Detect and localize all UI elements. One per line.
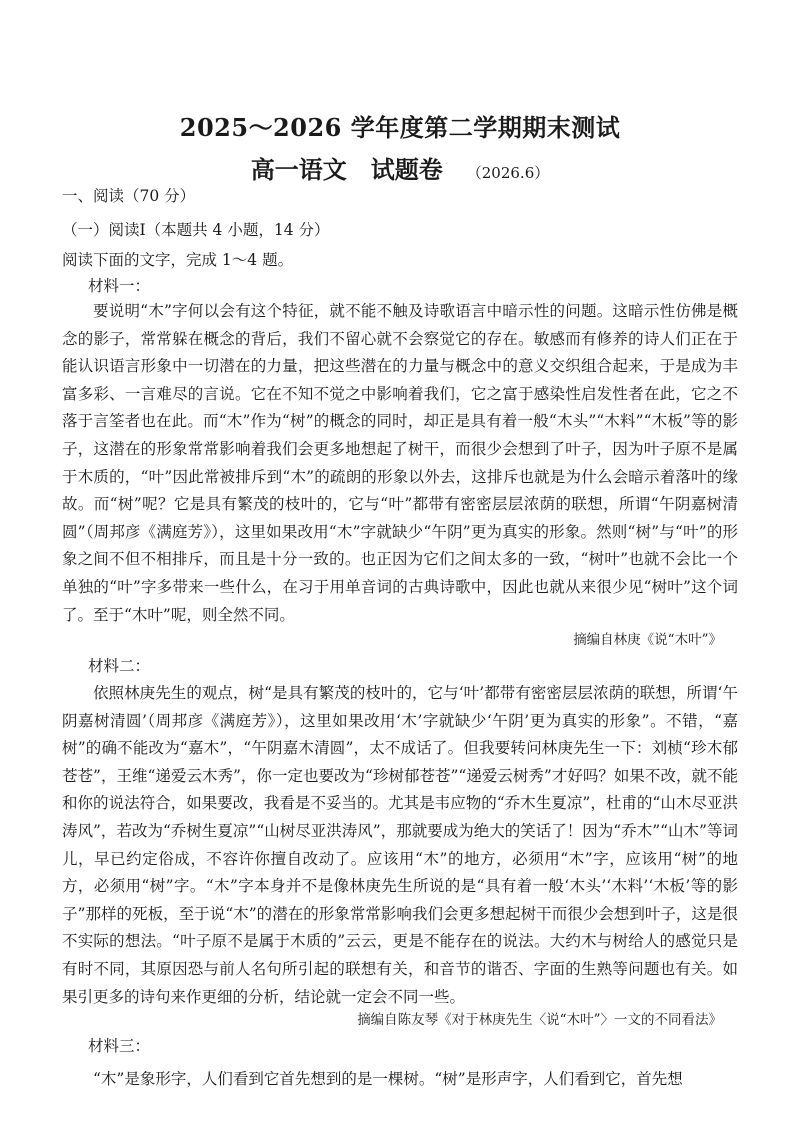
exam-date: （2026.6） — [466, 164, 550, 182]
material1-credit: 摘编自林庚《说“木叶”》 — [573, 632, 722, 648]
material2-credit: 摘编自陈友琴《对于林庚先生〈说“木叶”〉一文的不同看法》 — [357, 1012, 722, 1028]
exam-title: 2025～2026 学年度第二学期期末测试 — [179, 113, 621, 142]
material2-label: 材料二： — [88, 657, 151, 675]
sub-section-heading: （一）阅读Ⅰ（本题共 4 小题，14 分） — [62, 221, 330, 239]
material1-text: 要说明“木”字何以会有这个特征，就不能不触及诗歌语言中暗示性的问题。这暗示性仿佛是概念的影子，常常躲在概念的背后，我们不留心就不会察觉它的存在。敏感而有修养的诗人们正在于能认识语言形象中一切潜在的力量，把这些潜在的力量与概念中的意义交织组合起来，于是成为丰富多彩、一言难尽的言说。它在不知不觉之中影响着我们，它之富于感染性启发性者在此，它之不落于言筌者也在此。而“木”作为“树”的概念的同时，却正是具有着一般“木头”“木料”“木板”等的影子，这潜在的形象常常影响着我们会更多地想起了树干，而很少会想到了叶子，因为叶子原不是属于木质的，“叶”因此常被排斥到“木”的疏朗的形象以外去，这排斥也就是为什么会暗示着落叶的缘故。而“树”呢？它是具有繁茂的枝叶的，它与“叶”都带有密密层层浓荫的联想，所谓“午阴嘉树清圆”（周邦彦《满庭芳》），这里如果改用“木”字就缺少“午阴”更为真实的形象。然则“树”与“叶”的形象之间不但不相排斥，而且是十分一致的。也正因为它们之间太多的一致，“树叶”也就不会比一个单独的“叶”字多带来一些什么，在习于用单音词的古典诗歌中，因此也就从来很少见“树叶”这个词了。至于“木叶”呢，则全然不同。 — [62, 302, 738, 624]
material1-label: 材料一： — [88, 277, 151, 295]
exam-subtitle-text: 高一语文 试题卷 — [250, 155, 443, 184]
section-heading: 一、阅读（70 分） — [62, 187, 196, 205]
material2-text: 依照林庚先生的观点，树“是具有繁茂的枝叶的，它与‘叶’都带有密密层层浓荫的联想，所谓‘午阴嘉树清圆’（周邦彦《满庭芳》），这里如果改用‘木’字就缺少‘午阴’更为真实的形象”。不错，“嘉树”的确不能改为“嘉木”，“午阴嘉木清圆”，太不成话了。但我要转问林庚先生一下：刘桢“珍木郁苍苍”，王维“递爱云木秀”，你一定也要改为“珍树郁苍苍”“递爱云树秀”才好吗？如果不改，就不能和你的说法符合，如果要改，我看是不妥当的。尤其是韦应物的“乔木生夏凉”，杜甫的“山木尽亚洪涛风”，若改为“乔树生夏凉”“山树尽亚洪涛风”，那就要成为绝大的笑话了！因为“乔木”“山木”等词儿，早已约定俗成，不容许你擅自改动了。应该用“木”的地方，必须用“木”字，应该用“树”的地方，必须用“树”字。“木”字本身并不是像林庚先生所说的是“具有着一般‘木头’‘木料’‘木板’等的影子”那样的死板，至于说“木”的潜在的形象常常影响我们会更多想起树干而很少会想到叶子，这是很不实际的想法。“叶子原不是属于木质的”云云，更是不能存在的说法。大约木与树给人的感觉只是有时不同，其原因恐与前人名句所引起的联想有关，和音节的谐否、字面的生熟等问题也有关。如果引更多的诗句来作更细的分析，结论就一定会不同一些。 — [62, 684, 738, 1006]
instruction-text: 阅读下面的文字，完成 1～4 题。 — [62, 251, 294, 269]
material3-text: “木”是象形字，人们看到它首先想到的是一棵树。“树”是形声字，人们看到它，首先想 — [93, 1070, 683, 1088]
exam-subtitle — [0, 150, 800, 185]
material3-label: 材料三： — [88, 1037, 151, 1055]
